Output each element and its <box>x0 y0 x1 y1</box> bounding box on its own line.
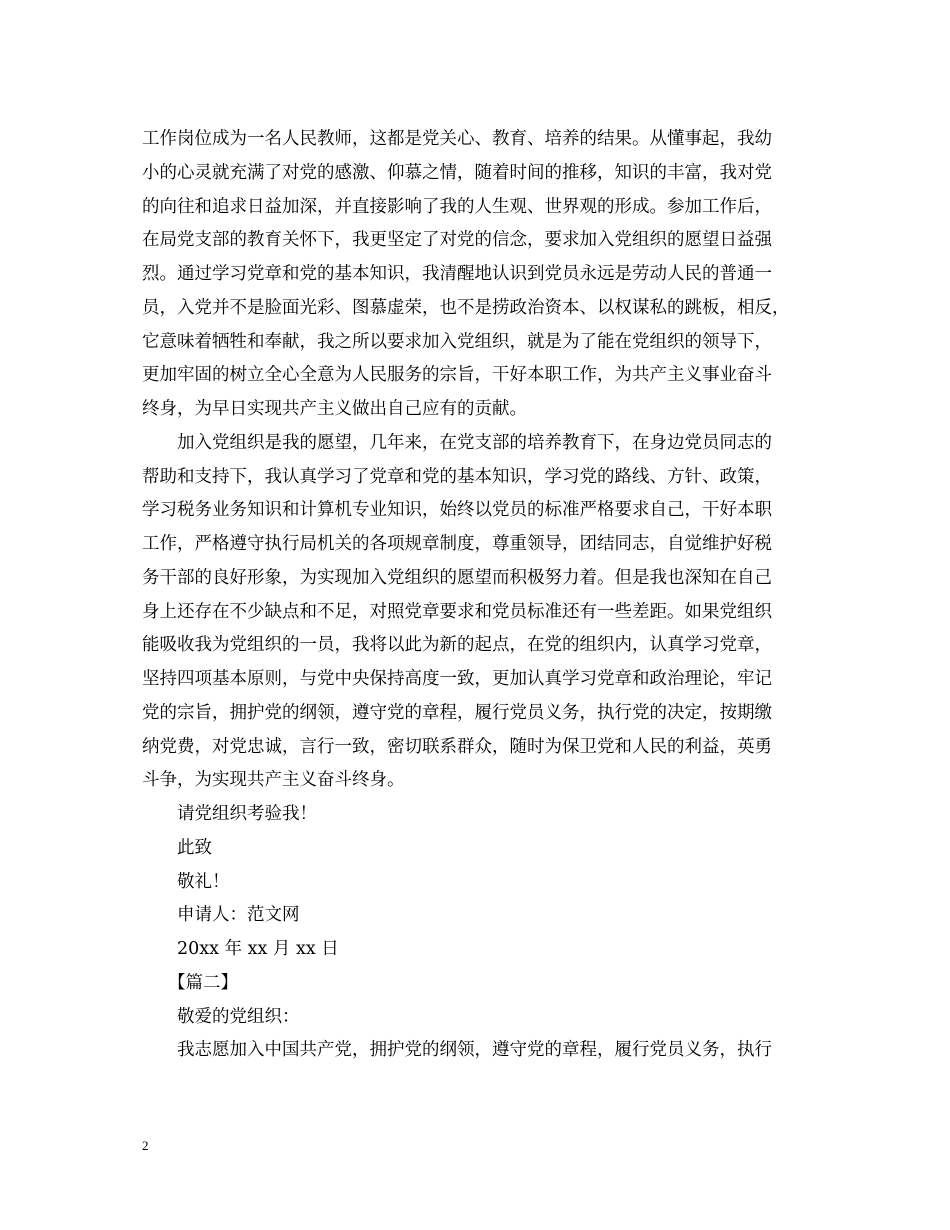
applicant-signature: 申请人：范文网 <box>177 905 300 925</box>
text-line: 务干部的良好形象，为实现加入党组织的愿望而积极努力着。但是我也深知在自己 <box>142 568 772 588</box>
text-line: 纳党费，对党忠诚，言行一致，密切联系群众，随时为保卫党和人民的利益，英勇 <box>142 737 772 757</box>
salutation-line: 敬礼！ <box>177 872 230 892</box>
text-line: 党的宗旨，拥护党的纲领，遵守党的章程，履行党员义务，执行党的决定，按期缴 <box>142 703 772 723</box>
text-line: 能吸收我为党组织的一员，我将以此为新的起点，在党的组织内，认真学习党章， <box>142 635 772 655</box>
text-line: 烈。通过学习党章和党的基本知识，我清醒地认识到党员永远是劳动人民的普通一 <box>142 264 772 284</box>
text-line: 员，入党并不是脸面光彩、图慕虚荣，也不是捞政治资本、以权谋私的跳板，相反， <box>142 298 790 318</box>
text-line: 的向往和追求日益加深，并直接影响了我的人生观、世界观的形成。参加工作后， <box>142 197 772 217</box>
text-line: 工作，严格遵守执行局机关的各项规章制度，尊重领导，团结同志，自觉维护好税 <box>142 534 772 554</box>
text-line: 工作岗位成为一名人民教师，这都是党关心、教育、培养的结果。从懂事起，我幼 <box>142 129 772 149</box>
section-heading: 【篇二】 <box>168 973 238 993</box>
text-line: 帮助和支持下，我认真学习了党章和党的基本知识，学习党的路线、方针、政策， <box>142 467 772 487</box>
text-line: 更加牢固的树立全心全意为人民服务的宗旨，干好本职工作，为共产主义事业奋斗 <box>142 365 772 385</box>
date-line: 20xx 年 xx 月 xx 日 <box>177 939 339 959</box>
paragraph-first-line: 我志愿加入中国共产党，拥护党的纲领，遵守党的章程，履行党员义务，执行 <box>177 1040 772 1060</box>
text-line: 它意味着牺牲和奉献，我之所以要求加入党组织，就是为了能在党组织的领导下， <box>142 332 772 352</box>
text-line: 学习税务业务知识和计算机专业知识，始终以党员的标准严格要求自己，干好本职 <box>142 500 772 520</box>
text-line: 在局党支部的教育关怀下，我更坚定了对党的信念，要求加入党组织的愿望日益强 <box>142 230 772 250</box>
text-line: 身上还存在不少缺点和不足，对照党章要求和党员标准还有一些差距。如果党组织 <box>142 602 772 622</box>
text-line: 斗争，为实现共产主义奋斗终身。 <box>142 770 405 790</box>
text-line: 终身，为早日实现共产主义做出自己应有的贡献。 <box>142 399 527 419</box>
page-number: 2 <box>142 1138 149 1153</box>
text-line: 坚持四项基本原则，与党中央保持高度一致，更加认真学习党章和政治理论，牢记 <box>142 669 772 689</box>
salutation-line: 此致 <box>177 838 212 858</box>
greeting-line: 敬爱的党组织： <box>177 1007 300 1027</box>
paragraph-first-line: 加入党组织是我的愿望，几年来，在党支部的培养教育下，在身边党员同志的 <box>177 433 772 453</box>
text-line: 小的心灵就充满了对党的感激、仰慕之情，随着时间的推移，知识的丰富，我对党 <box>142 163 772 183</box>
closing-request: 请党组织考验我！ <box>177 804 317 824</box>
